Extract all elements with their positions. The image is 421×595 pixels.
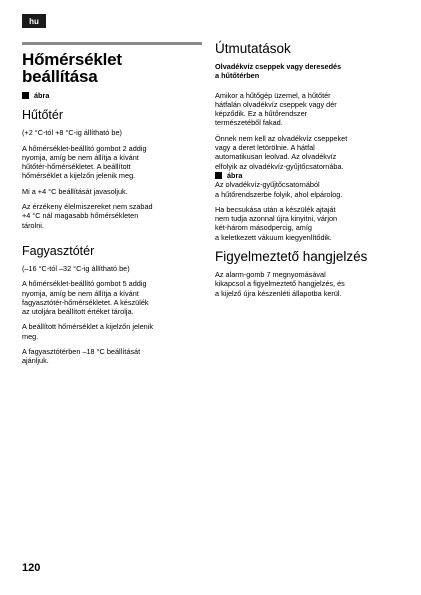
right-column <box>215 42 395 304</box>
freezer-paragraph-2: A beállított hőmérséklet a kijelzőn jelenik meg. <box>22 322 154 341</box>
language-badge: hu <box>22 14 46 28</box>
instructions-subheading: Olvadékvíz cseppek vagy deresedés a hűtőtérben <box>215 62 342 81</box>
alarm-heading: Figyelmeztető hangjelzés <box>215 249 368 265</box>
section-rule <box>22 42 202 45</box>
alarm-paragraph: Az alarm-gomb 7 megnyomásával kikapcsol a figyelmeztető hangjelzés, és a kijelző újra készenléti állapotba kerül. <box>215 270 345 298</box>
instructions-paragraph-2: Önnek nem kell az olvadékvíz cseppeket vagy a deret letörölnie. A hátfal automatikusan leolvad. Az olvadékvíz elfolyik az olvadékvíz-gyűjtőcsatornába. <box>215 133 348 171</box>
figure-reference <box>22 91 202 100</box>
fridge-range: (+2 °C-tól +8 °C-ig állítható be) <box>22 128 122 138</box>
left-column <box>22 42 202 372</box>
fridge-heading: Hűtőtér <box>22 108 63 123</box>
figure-square-icon <box>22 92 29 99</box>
fridge-paragraph-2: Mi a +4 °C beállítását javasoljuk. <box>22 186 128 196</box>
title-line: beállítása <box>22 67 98 86</box>
freezer-paragraph-1: A hőmérséklet-beállító gombot 5 addig nyomja, amíg be nem állítja a kívánt fagyasztótér-hőmérsékletet. A készülék az utoljára beállított értéket tárolja. <box>22 279 149 317</box>
instructions-paragraph-1: Amikor a hűtőgép üzemel, a hűtőtér hátfalán olvadékvíz cseppek vagy dér képződik. Ez a hűtőrendszer természetéből fakad. <box>215 90 337 128</box>
figure-reference-label: ábra <box>34 91 50 100</box>
page-title <box>22 51 202 85</box>
freezer-heading: Fagyasztótér <box>22 243 95 258</box>
instructions-heading: Útmutatások <box>215 41 291 56</box>
figure-reference <box>215 171 395 180</box>
fridge-paragraph-1: A hőmérséklet-beállító gombot 2 addig nyomja, amíg be nem állítja a kívánt hűtőtér-hőmérsékletet. A beállított hőmérséklet a kijelzőn jelenik meg. <box>22 143 147 181</box>
title-line: Hőmérséklet <box>22 50 122 69</box>
figure-square-icon <box>215 172 222 179</box>
page-number: 120 <box>22 562 41 574</box>
instructions-paragraph-3: Az olvadékvíz-gyűjtőcsatornából a hűtőrendszerbe folyik, ahol elpárolog. <box>215 180 343 199</box>
freezer-range: (–16 °C-tól –32 °C-ig állítható be) <box>22 263 130 273</box>
instructions-paragraph-4: Ha becsukása után a készülék ajtaját nem tudja azonnal újra kinyitni, várjon két-három másodpercig, amíg a keletkezett vákuum kiegyenlítődik. <box>215 204 338 242</box>
figure-reference-label: ábra <box>227 170 243 180</box>
fridge-paragraph-3: Az érzékeny élelmiszereket nem szabad +4 °C nál magasabb hőmérsékleten tárolni. <box>22 202 153 230</box>
freezer-paragraph-3: A fagyasztótérben –18 °C beállítását ajánljuk. <box>22 347 141 366</box>
